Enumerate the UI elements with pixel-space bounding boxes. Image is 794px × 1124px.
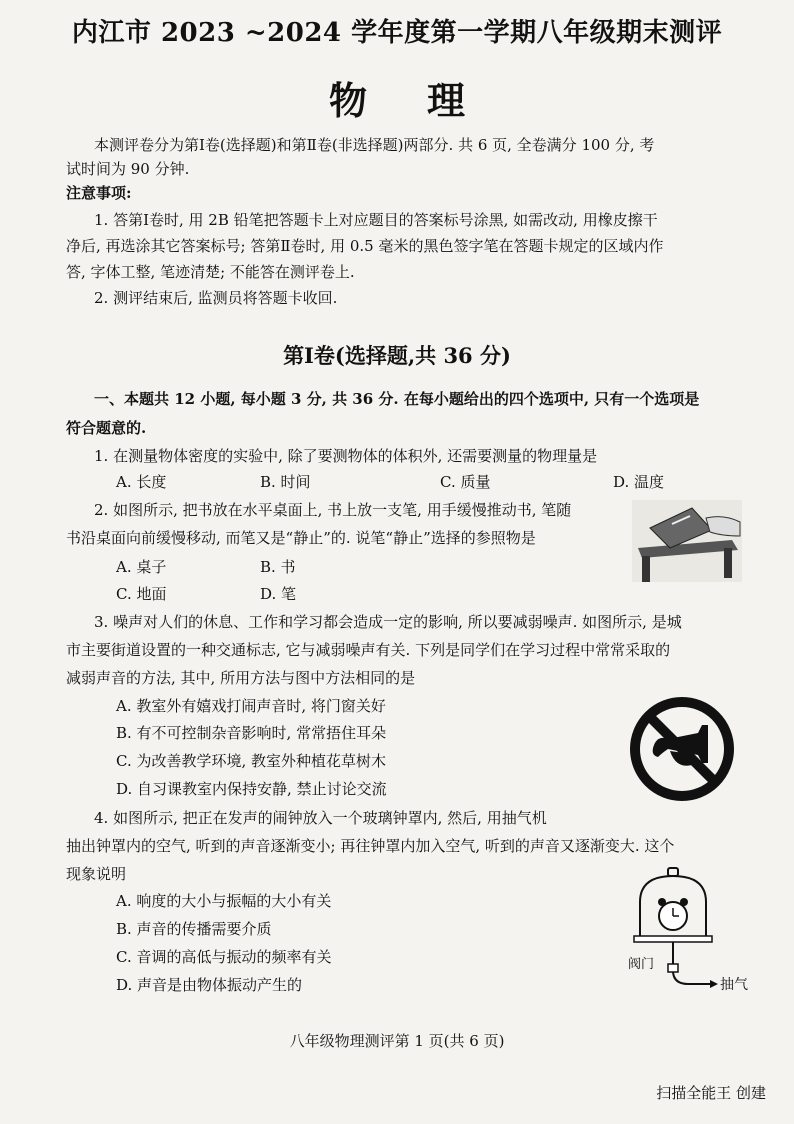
q4-option-c: C. 音调的高低与振动的频率有关 <box>116 948 332 966</box>
q3-option-c: C. 为改善教学环境, 教室外种植花草树木 <box>116 752 387 770</box>
q4-option-a: A. 响度的大小与振幅的大小有关 <box>116 892 332 910</box>
q2-option-b: B. 书 <box>260 558 296 576</box>
notice-2: 2. 测评结束后, 监测员将答题卡收回. <box>94 289 338 307</box>
q1-option-a: A. 长度 <box>116 473 167 491</box>
q3-option-d: D. 自习课教室内保持安静, 禁止讨论交流 <box>116 780 387 798</box>
q3-stem-line-1: 3. 噪声对人们的休息、工作和学习都会造成一定的影响, 所以要减弱噪声. 如图所示, 是城 <box>94 613 682 631</box>
q2-option-a: A. 桌子 <box>116 558 167 576</box>
notice-1-line-3: 答, 字体工整, 笔迹清楚; 不能答在测评卷上. <box>66 263 355 281</box>
scanner-watermark: 扫描全能王 创建 <box>656 1084 766 1102</box>
q2-option-d: D. 笔 <box>260 585 297 603</box>
section-1-instruction-2: 符合题意的. <box>66 419 147 437</box>
q3-option-a: A. 教室外有嬉戏打闹声音时, 将门窗关好 <box>116 697 386 715</box>
q4-option-b: B. 声音的传播需要介质 <box>116 920 272 938</box>
q3-stem-line-3: 减弱声音的方法, 其中, 所用方法与图中方法相同的是 <box>66 669 416 687</box>
section-1-instruction-1: 一、本题共 12 小题, 每小题 3 分, 共 36 分. 在每小题给出的四个选项中, 只有一个选项是 <box>94 390 700 408</box>
intro-line-2: 试时间为 90 分钟. <box>66 160 190 178</box>
intro-line-1: 本测评卷分为第Ⅰ卷(选择题)和第Ⅱ卷(非选择题)两部分. 共 6 页, 全卷满分 100 分, 考 <box>94 136 655 154</box>
q1-option-d: D. 温度 <box>613 473 665 491</box>
bell-jar-figure <box>628 866 758 998</box>
q1-option-c: C. 质量 <box>440 473 491 491</box>
notice-title: 注意事项: <box>66 184 132 202</box>
q2-option-c: C. 地面 <box>116 585 167 603</box>
q2-stem-line-2: 书沿桌面向前缓慢移动, 而笔又是“静止”的. 说笔“静止”选择的参照物是 <box>66 529 536 547</box>
notice-1-line-2: 净后, 再选涂其它答案标号; 答第Ⅱ卷时, 用 0.5 毫米的黑色签字笔在答题卡规定的区域内作 <box>66 237 664 255</box>
exam-title: 内江市 2023 ~2024 学年度第一学期八年级期末测评 <box>71 18 723 48</box>
notice-1-line-1: 1. 答第Ⅰ卷时, 用 2B 铅笔把答题卡上对应题目的答案标号涂黑, 如需改动, 用橡皮擦干 <box>94 211 658 229</box>
no-horn-sign-icon <box>628 695 736 803</box>
q1-stem: 1. 在测量物体密度的实验中, 除了要测物体的体积外, 还需要测量的物理量是 <box>94 447 598 465</box>
valve-label: 阀门 <box>628 957 655 972</box>
q4-stem-line-3: 现象说明 <box>66 865 127 883</box>
q2-stem-line-1: 2. 如图所示, 把书放在水平桌面上, 书上放一支笔, 用手缓慢推动书, 笔随 <box>94 501 572 519</box>
q3-stem-line-2: 市主要街道设置的一种交通标志, 它与减弱噪声有关. 下列是同学们在学习过程中常常采取的 <box>66 641 671 659</box>
q4-stem-line-2: 抽出钟罩内的空气, 听到的声音逐渐变小; 再往钟罩内加入空气, 听到的声音又逐渐变大. 这个 <box>66 837 675 855</box>
page-footer: 八年级物理测评第 1 页(共 6 页) <box>289 1032 505 1050</box>
pump-out-label: 抽气 <box>720 977 748 993</box>
q3-option-b: B. 有不可控制杂音影响时, 常常捂住耳朵 <box>116 724 387 742</box>
book-on-desk-figure <box>632 500 742 582</box>
q4-option-d: D. 声音是由物体振动产生的 <box>116 976 303 994</box>
q4-stem-line-1: 4. 如图所示, 把正在发声的闹钟放入一个玻璃钟罩内, 然后, 用抽气机 <box>94 809 547 827</box>
section-1-title: 第Ⅰ卷(选择题,共 36 分) <box>283 343 511 368</box>
q1-option-b: B. 时间 <box>260 473 311 491</box>
subject-title: 物理 <box>328 78 525 123</box>
